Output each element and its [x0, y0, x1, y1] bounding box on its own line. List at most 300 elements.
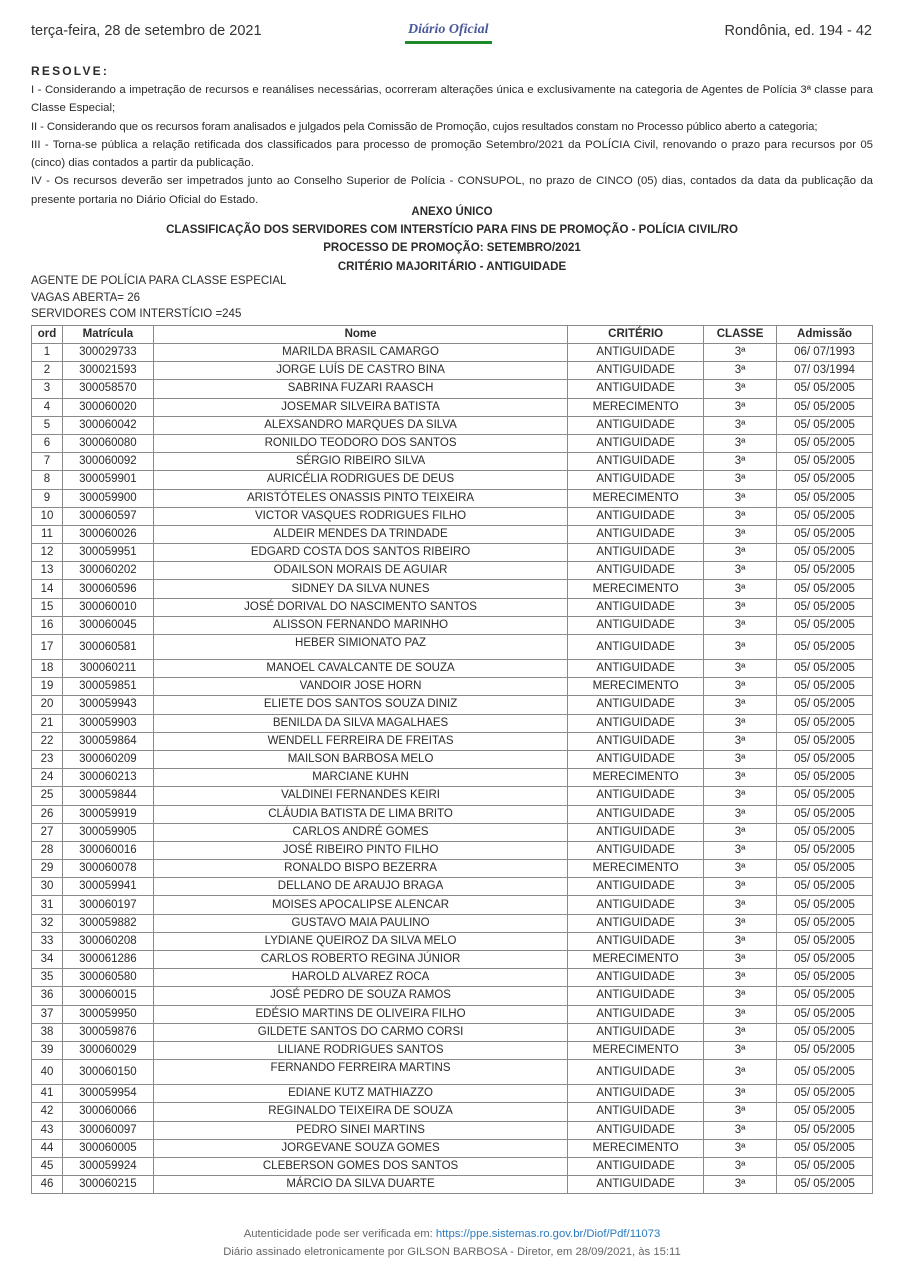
cell-nome: EDÉSIO MARTINS DE OLIVEIRA FILHO	[153, 1005, 567, 1023]
table-row	[32, 878, 873, 896]
cell-admissao: 05/ 05/2005	[777, 1176, 873, 1194]
annex-title: ANEXO ÚNICO	[411, 206, 493, 218]
table-row	[32, 750, 873, 768]
cell-ord: 32	[32, 914, 63, 932]
cell-nome: RONILDO TEODORO DOS SANTOS	[153, 434, 567, 452]
signature-line: Diário assinado eletronicamente por GILSON BARBOSA - Diretor, em 28/09/2021, às 15:11	[223, 1246, 681, 1258]
cell-criterio: MERECIMENTO	[568, 489, 704, 507]
cell-ord: 26	[32, 805, 63, 823]
cell-classe: 3ª	[704, 507, 777, 525]
cell-nome: EDIANE KUTZ MATHIAZZO	[153, 1085, 567, 1103]
cell-classe: 3ª	[704, 1157, 777, 1175]
cell-criterio: MERECIMENTO	[568, 580, 704, 598]
table-row	[32, 434, 873, 452]
cell-nome: GUSTAVO MAIA PAULINO	[153, 914, 567, 932]
table-row	[32, 678, 873, 696]
cell-ord: 43	[32, 1121, 63, 1139]
cell-criterio: ANTIGUIDADE	[568, 1060, 704, 1085]
cell-ord: 34	[32, 951, 63, 969]
cell-matricula: 300059901	[62, 471, 153, 489]
cell-admissao: 05/ 05/2005	[777, 969, 873, 987]
table-row	[32, 398, 873, 416]
cell-admissao: 05/ 05/2005	[777, 507, 873, 525]
table-row	[32, 1176, 873, 1194]
cell-criterio: ANTIGUIDADE	[568, 914, 704, 932]
table-row	[32, 380, 873, 398]
table-row	[32, 860, 873, 878]
cell-classe: 3ª	[704, 398, 777, 416]
cell-criterio: ANTIGUIDADE	[568, 507, 704, 525]
cell-ord: 42	[32, 1103, 63, 1121]
table-row	[32, 714, 873, 732]
cell-admissao: 05/ 05/2005	[777, 987, 873, 1005]
cell-classe: 3ª	[704, 914, 777, 932]
cell-classe: 3ª	[704, 860, 777, 878]
cell-classe: 3ª	[704, 714, 777, 732]
cell-classe: 3ª	[704, 362, 777, 380]
cell-nome: VANDOIR JOSE HORN	[153, 678, 567, 696]
authenticity-link[interactable]: https://ppe.sistemas.ro.gov.br/Diof/Pdf/11073	[435, 1228, 661, 1240]
cell-ord: 44	[32, 1139, 63, 1157]
cell-ord: 30	[32, 878, 63, 896]
cell-criterio: ANTIGUIDADE	[568, 750, 704, 768]
cell-admissao: 05/ 05/2005	[777, 616, 873, 634]
cell-admissao: 05/ 05/2005	[777, 787, 873, 805]
cell-criterio: ANTIGUIDADE	[568, 362, 704, 380]
table-row	[32, 787, 873, 805]
cell-nome: JOSEMAR SILVEIRA BATISTA	[153, 398, 567, 416]
cell-nome: MÁRCIO DA SILVA DUARTE	[153, 1176, 567, 1194]
cell-nome: ODAILSON MORAIS DE AGUIAR	[153, 562, 567, 580]
journal-title: Diário Oficial	[408, 22, 489, 37]
cell-admissao: 06/ 07/1993	[777, 344, 873, 362]
cell-admissao: 05/ 05/2005	[777, 635, 873, 660]
table-row	[32, 362, 873, 380]
cell-criterio: MERECIMENTO	[568, 951, 704, 969]
cell-criterio: ANTIGUIDADE	[568, 823, 704, 841]
cell-nome: CARLOS ANDRÉ GOMES	[153, 823, 567, 841]
cell-nome: JOSÉ RIBEIRO PINTO FILHO	[153, 841, 567, 859]
cell-criterio: ANTIGUIDADE	[568, 696, 704, 714]
cell-matricula: 300060066	[62, 1103, 153, 1121]
cell-nome: EDGARD COSTA DOS SANTOS RIBEIRO	[153, 544, 567, 562]
cell-admissao: 05/ 05/2005	[777, 416, 873, 434]
cell-classe: 3ª	[704, 380, 777, 398]
classification-table	[31, 325, 873, 1194]
table-row	[32, 914, 873, 932]
table-row	[32, 1139, 873, 1157]
cell-admissao: 05/ 05/2005	[777, 1103, 873, 1121]
table-row	[32, 489, 873, 507]
cell-criterio: ANTIGUIDADE	[568, 1085, 704, 1103]
cell-classe: 3ª	[704, 660, 777, 678]
cell-classe: 3ª	[704, 969, 777, 987]
table-row	[32, 580, 873, 598]
table-row	[32, 696, 873, 714]
cell-classe: 3ª	[704, 1023, 777, 1041]
cell-nome: CLÁUDIA BATISTA DE LIMA BRITO	[153, 805, 567, 823]
cell-classe: 3ª	[704, 1041, 777, 1059]
cell-admissao: 05/ 05/2005	[777, 525, 873, 543]
table-row	[32, 896, 873, 914]
cell-criterio: ANTIGUIDADE	[568, 987, 704, 1005]
cell-admissao: 05/ 05/2005	[777, 860, 873, 878]
cell-criterio: ANTIGUIDADE	[568, 969, 704, 987]
cell-ord: 11	[32, 525, 63, 543]
cell-criterio: ANTIGUIDADE	[568, 878, 704, 896]
table-row	[32, 635, 873, 660]
cell-nome: DELLANO DE ARAUJO BRAGA	[153, 878, 567, 896]
cell-matricula: 300060005	[62, 1139, 153, 1157]
cell-criterio: ANTIGUIDADE	[568, 1005, 704, 1023]
cell-classe: 3ª	[704, 1121, 777, 1139]
cell-nome: JOSÉ PEDRO DE SOUZA RAMOS	[153, 987, 567, 1005]
cell-nome: FERNANDO FERREIRA MARTINS	[153, 1060, 567, 1085]
vacancies-label: VAGAS ABERTA= 26	[31, 291, 140, 304]
cell-classe: 3ª	[704, 1139, 777, 1157]
cell-nome: ARISTÓTELES ONASSIS PINTO TEIXEIRA	[153, 489, 567, 507]
authenticity-text: Autenticidade pode ser verificada em:	[243, 1228, 436, 1240]
cell-classe: 3ª	[704, 471, 777, 489]
paragraph-i: I - Considerando a impetração de recursos e reanálises necessárias, ocorreram alterações única e exclusivamente na categoria de Agentes de Polícia 3ª classe para Classe Especial;	[31, 84, 873, 115]
cell-ord: 3	[32, 380, 63, 398]
cell-criterio: MERECIMENTO	[568, 1139, 704, 1157]
cell-nome: GILDETE SANTOS DO CARMO CORSI	[153, 1023, 567, 1041]
cell-admissao: 05/ 05/2005	[777, 914, 873, 932]
edition-info: Rondônia, ed. 194 - 42	[724, 23, 872, 39]
cell-nome: JORGE LUÍS DE CASTRO BINA	[153, 362, 567, 380]
cell-classe: 3ª	[704, 635, 777, 660]
cell-nome: JOSÉ DORIVAL DO NASCIMENTO SANTOS	[153, 598, 567, 616]
table-row	[32, 507, 873, 525]
paragraph-ii: II - Considerando que os recursos foram analisados e julgados pela Comissão de Promoção, cujos resultados constam no Processo público aberto a categoria;	[31, 120, 818, 133]
table-row	[32, 416, 873, 434]
cell-ord: 45	[32, 1157, 63, 1175]
cell-classe: 3ª	[704, 489, 777, 507]
cell-ord: 8	[32, 471, 63, 489]
cell-ord: 6	[32, 434, 63, 452]
cell-nome: BENILDA DA SILVA MAGALHAES	[153, 714, 567, 732]
cell-ord: 20	[32, 696, 63, 714]
cell-ord: 9	[32, 489, 63, 507]
cell-ord: 36	[32, 987, 63, 1005]
cell-criterio: ANTIGUIDADE	[568, 525, 704, 543]
table-row	[32, 969, 873, 987]
cell-admissao: 05/ 05/2005	[777, 398, 873, 416]
cell-criterio: ANTIGUIDADE	[568, 1121, 704, 1139]
cell-admissao: 05/ 05/2005	[777, 805, 873, 823]
cell-criterio: ANTIGUIDADE	[568, 805, 704, 823]
cell-admissao: 05/ 05/2005	[777, 823, 873, 841]
cell-ord: 7	[32, 453, 63, 471]
cell-ord: 38	[32, 1023, 63, 1041]
cell-admissao: 05/ 05/2005	[777, 769, 873, 787]
cell-ord: 19	[32, 678, 63, 696]
col-header-classe: CLASSE	[704, 326, 777, 344]
table-row	[32, 471, 873, 489]
cell-classe: 3ª	[704, 932, 777, 950]
cell-classe: 3ª	[704, 732, 777, 750]
table-row	[32, 616, 873, 634]
cell-classe: 3ª	[704, 453, 777, 471]
cell-ord: 41	[32, 1085, 63, 1103]
authenticity-line	[0, 1225, 904, 1243]
cell-ord: 10	[32, 507, 63, 525]
cell-matricula: 300059876	[62, 1023, 153, 1041]
cell-ord: 17	[32, 635, 63, 660]
cell-nome: VICTOR VASQUES RODRIGUES FILHO	[153, 507, 567, 525]
cell-admissao: 05/ 05/2005	[777, 489, 873, 507]
cell-matricula: 300060042	[62, 416, 153, 434]
table-row	[32, 987, 873, 1005]
cell-admissao: 05/ 05/2005	[777, 598, 873, 616]
cell-classe: 3ª	[704, 1176, 777, 1194]
table-header-row	[32, 326, 873, 344]
cell-admissao: 05/ 05/2005	[777, 434, 873, 452]
page-header	[0, 22, 904, 46]
cell-nome: HEBER SIMIONATO PAZ	[153, 635, 567, 660]
cell-admissao: 05/ 05/2005	[777, 896, 873, 914]
cell-criterio: ANTIGUIDADE	[568, 598, 704, 616]
col-header-criterio: CRITÉRIO	[568, 326, 704, 344]
cell-nome: ALEXSANDRO MARQUES DA SILVA	[153, 416, 567, 434]
cell-classe: 3ª	[704, 416, 777, 434]
cell-ord: 13	[32, 562, 63, 580]
cell-classe: 3ª	[704, 841, 777, 859]
cell-criterio: MERECIMENTO	[568, 398, 704, 416]
cell-nome: LILIANE RODRIGUES SANTOS	[153, 1041, 567, 1059]
cell-matricula: 300059903	[62, 714, 153, 732]
cell-criterio: ANTIGUIDADE	[568, 660, 704, 678]
publication-date: terça-feira, 28 de setembro de 2021	[31, 23, 262, 39]
cell-nome: LYDIANE QUEIROZ DA SILVA MELO	[153, 932, 567, 950]
cell-classe: 3ª	[704, 544, 777, 562]
cell-matricula: 300060202	[62, 562, 153, 580]
cell-matricula: 300060215	[62, 1176, 153, 1194]
cell-classe: 3ª	[704, 616, 777, 634]
cell-admissao: 05/ 05/2005	[777, 660, 873, 678]
cell-ord: 12	[32, 544, 63, 562]
cell-ord: 24	[32, 769, 63, 787]
cell-nome: SÉRGIO RIBEIRO SILVA	[153, 453, 567, 471]
table-row	[32, 1060, 873, 1085]
cell-nome: ALDEIR MENDES DA TRINDADE	[153, 525, 567, 543]
cell-classe: 3ª	[704, 598, 777, 616]
cell-matricula: 300059882	[62, 914, 153, 932]
cell-ord: 14	[32, 580, 63, 598]
table-row	[32, 823, 873, 841]
cell-matricula: 300059924	[62, 1157, 153, 1175]
cell-ord: 33	[32, 932, 63, 950]
paragraph-iv: IV - Os recursos deverão ser impetrados junto ao Conselho Superior de Polícia - CONSUPOL, no prazo de CINCO (05) dias, contados da data da publicação da presente portaria no Diário Oficial do Estado.	[31, 175, 873, 206]
cell-classe: 3ª	[704, 769, 777, 787]
cell-matricula: 300059844	[62, 787, 153, 805]
cell-matricula: 300059943	[62, 696, 153, 714]
cell-matricula: 300058570	[62, 380, 153, 398]
cell-ord: 2	[32, 362, 63, 380]
cell-nome: ELIETE DOS SANTOS SOUZA DINIZ	[153, 696, 567, 714]
cell-matricula: 300060016	[62, 841, 153, 859]
cell-nome: MOISES APOCALIPSE ALENCAR	[153, 896, 567, 914]
cell-admissao: 05/ 05/2005	[777, 932, 873, 950]
cell-criterio: ANTIGUIDADE	[568, 434, 704, 452]
cell-admissao: 05/ 05/2005	[777, 1085, 873, 1103]
table-row	[32, 1103, 873, 1121]
cell-classe: 3ª	[704, 1060, 777, 1085]
cell-matricula: 300059950	[62, 1005, 153, 1023]
cell-criterio: ANTIGUIDADE	[568, 787, 704, 805]
table-row	[32, 344, 873, 362]
cell-admissao: 05/ 05/2005	[777, 841, 873, 859]
cell-classe: 3ª	[704, 823, 777, 841]
cell-nome: MARILDA BRASIL CAMARGO	[153, 344, 567, 362]
cell-criterio: ANTIGUIDADE	[568, 380, 704, 398]
col-header-ord: ord	[32, 326, 63, 344]
cell-classe: 3ª	[704, 696, 777, 714]
cell-classe: 3ª	[704, 580, 777, 598]
cell-admissao: 05/ 05/2005	[777, 380, 873, 398]
table-row	[32, 525, 873, 543]
cell-admissao: 05/ 05/2005	[777, 1060, 873, 1085]
table-row	[32, 1041, 873, 1059]
cell-matricula: 300060213	[62, 769, 153, 787]
cell-nome: MANOEL CAVALCANTE DE SOUZA	[153, 660, 567, 678]
cell-criterio: ANTIGUIDADE	[568, 732, 704, 750]
cell-matricula: 300060080	[62, 434, 153, 452]
cell-criterio: ANTIGUIDADE	[568, 896, 704, 914]
cell-criterio: ANTIGUIDADE	[568, 453, 704, 471]
cell-matricula: 300059851	[62, 678, 153, 696]
cell-ord: 15	[32, 598, 63, 616]
cell-nome: VALDINEI FERNANDES KEIRI	[153, 787, 567, 805]
paragraph-iii: III - Torna-se pública a relação retificada dos classificados para processo de promoção Setembro/2021 da POLÍCIA Civil, renovando o prazo para recursos por 05 (cinco) dias contados a partir da publicação.	[31, 138, 873, 170]
cell-ord: 28	[32, 841, 63, 859]
page-footer	[0, 1225, 904, 1261]
cell-matricula: 300061286	[62, 951, 153, 969]
cell-ord: 40	[32, 1060, 63, 1085]
cell-classe: 3ª	[704, 896, 777, 914]
table-row	[32, 732, 873, 750]
cell-matricula: 300060010	[62, 598, 153, 616]
cell-criterio: ANTIGUIDADE	[568, 1176, 704, 1194]
cell-matricula: 300060208	[62, 932, 153, 950]
cell-classe: 3ª	[704, 678, 777, 696]
table-body	[32, 344, 873, 1194]
cell-criterio: ANTIGUIDADE	[568, 344, 704, 362]
cell-nome: REGINALDO TEIXEIRA DE SOUZA	[153, 1103, 567, 1121]
cell-matricula: 300060209	[62, 750, 153, 768]
col-header-matricula: Matrícula	[62, 326, 153, 344]
cell-matricula: 300060020	[62, 398, 153, 416]
cell-criterio: MERECIMENTO	[568, 769, 704, 787]
cell-classe: 3ª	[704, 787, 777, 805]
table-row	[32, 598, 873, 616]
cell-matricula: 300060596	[62, 580, 153, 598]
cell-matricula: 300060097	[62, 1121, 153, 1139]
cell-ord: 5	[32, 416, 63, 434]
cell-matricula: 300059919	[62, 805, 153, 823]
cell-ord: 37	[32, 1005, 63, 1023]
cell-admissao: 05/ 05/2005	[777, 544, 873, 562]
cell-admissao: 05/ 05/2005	[777, 1005, 873, 1023]
cell-admissao: 05/ 05/2005	[777, 453, 873, 471]
cell-matricula: 300060029	[62, 1041, 153, 1059]
annex-criterion: CRITÉRIO MAJORITÁRIO - ANTIGUIDADE	[337, 260, 567, 273]
cell-matricula: 300059951	[62, 544, 153, 562]
cell-ord: 4	[32, 398, 63, 416]
table-row	[32, 1023, 873, 1041]
cell-admissao: 05/ 05/2005	[777, 678, 873, 696]
cell-criterio: ANTIGUIDADE	[568, 841, 704, 859]
table-row	[32, 805, 873, 823]
cell-matricula: 300060092	[62, 453, 153, 471]
cell-nome: SABRINA FUZARI RAASCH	[153, 380, 567, 398]
cell-nome: AURICÉLIA RODRIGUES DE DEUS	[153, 471, 567, 489]
cell-classe: 3ª	[704, 434, 777, 452]
cell-admissao: 05/ 05/2005	[777, 696, 873, 714]
cell-ord: 31	[32, 896, 63, 914]
cell-ord: 1	[32, 344, 63, 362]
cell-criterio: ANTIGUIDADE	[568, 635, 704, 660]
cell-criterio: MERECIMENTO	[568, 678, 704, 696]
cell-matricula: 300060597	[62, 507, 153, 525]
table-row	[32, 1157, 873, 1175]
table-row	[32, 951, 873, 969]
cell-ord: 29	[32, 860, 63, 878]
cell-matricula: 300059900	[62, 489, 153, 507]
cell-nome: MARCIANE KUHN	[153, 769, 567, 787]
cell-classe: 3ª	[704, 987, 777, 1005]
cell-classe: 3ª	[704, 878, 777, 896]
cell-classe: 3ª	[704, 562, 777, 580]
cell-criterio: ANTIGUIDADE	[568, 544, 704, 562]
cell-admissao: 05/ 05/2005	[777, 1121, 873, 1139]
cell-nome: CARLOS ROBERTO REGINA JÚNIOR	[153, 951, 567, 969]
cell-admissao: 05/ 05/2005	[777, 1139, 873, 1157]
cell-criterio: ANTIGUIDADE	[568, 1103, 704, 1121]
cell-criterio: ANTIGUIDADE	[568, 616, 704, 634]
col-header-nome: Nome	[153, 326, 567, 344]
cell-matricula: 300060026	[62, 525, 153, 543]
cell-ord: 39	[32, 1041, 63, 1059]
cell-admissao: 05/ 05/2005	[777, 878, 873, 896]
cell-classe: 3ª	[704, 951, 777, 969]
cell-classe: 3ª	[704, 750, 777, 768]
annex-process: PROCESSO DE PROMOÇÃO: SETEMBRO/2021	[323, 242, 581, 255]
table-row	[32, 544, 873, 562]
cell-matricula: 300060211	[62, 660, 153, 678]
cell-criterio: ANTIGUIDADE	[568, 932, 704, 950]
cell-nome: JORGEVANE SOUZA GOMES	[153, 1139, 567, 1157]
table-row	[32, 1121, 873, 1139]
cell-criterio: ANTIGUIDADE	[568, 1023, 704, 1041]
cell-admissao: 07/ 03/1994	[777, 362, 873, 380]
cell-ord: 35	[32, 969, 63, 987]
cell-matricula: 300059954	[62, 1085, 153, 1103]
cell-criterio: MERECIMENTO	[568, 1041, 704, 1059]
cell-ord: 27	[32, 823, 63, 841]
cell-ord: 46	[32, 1176, 63, 1194]
table-row	[32, 932, 873, 950]
cell-matricula: 300029733	[62, 344, 153, 362]
cell-matricula: 300060045	[62, 616, 153, 634]
cell-classe: 3ª	[704, 525, 777, 543]
cell-nome: RONALDO BISPO BEZERRA	[153, 860, 567, 878]
cell-matricula: 300021593	[62, 362, 153, 380]
cell-nome: SIDNEY DA SILVA NUNES	[153, 580, 567, 598]
cell-nome: CLEBERSON GOMES DOS SANTOS	[153, 1157, 567, 1175]
cell-admissao: 05/ 05/2005	[777, 951, 873, 969]
